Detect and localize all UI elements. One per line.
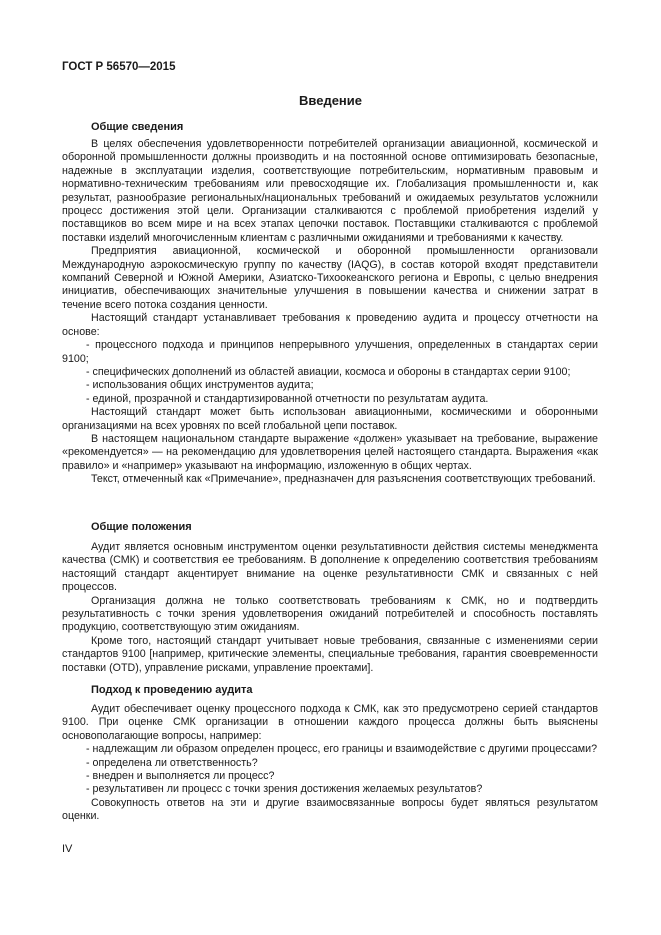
document-code: ГОСТ Р 56570—2015 [62, 61, 176, 73]
section-heading-general-provisions: Общие положения [91, 521, 192, 533]
list-item: - результативен ли процесс с точки зрения достижения желаемых результатов? [86, 783, 483, 796]
paragraph: Аудит обеспечивает оценку процессного подхода к СМК, как это предусмотрено серией стандартов 9100. При оценке СМК организации в отношении каждого процесса должны быть выяснены основополагающие вопросы, например: [62, 703, 598, 742]
paragraph: Организация должна не только соответствовать требованиям к СМК, но и подтвердить результативность с точки зрения удовлетворения ожиданий потребителей и способность поставлять продукцию, соответствующую этим ожиданиям. [62, 594, 598, 634]
paragraph: В целях обеспечения удовлетворенности потребителей организации авиационной, космической и оборонной промышленности должны производить и на постоянной основе оптимизировать безопасные, надежные в эксплуатации изделия, соответствующие потребительским, нормативным правовым и нормативно-техническим требованиям или превосходящие их. Глобализация промышленности и, как результат, разнообразие региональных/национальных требований и ожидаемых результатов усложнили процесс достижения этой цели. Организации сталкиваются с проблемой приобретения изделий у поставщиков во всем мире и на всех этапах цепочки поставок. Поставщики сталкиваются с проблемой поставки изделий многочисленным клиентам с различными ожиданиями и требованиями к качеству. [62, 138, 598, 244]
section-body-audit-approach [62, 703, 598, 824]
list-item: - процессного подхода и принципов непрерывного улучшения, определенных в стандартах серии 9100; [62, 339, 598, 365]
section-body-general-info [62, 138, 598, 487]
section-heading-audit-approach: Подход к проведению аудита [91, 684, 253, 696]
paragraph: Настоящий стандарт может быть использован авиационными, космическими и оборонными организациями на всех уровнях по всей глобальной цепи поставок. [62, 406, 598, 432]
paragraph: Кроме того, настоящий стандарт учитывает новые требования, связанные с изменениями серии стандартов 9100 [например, критические элементы, специальные требования, гарантия своевременности поставки (OTD), управление рисками, управление проектами]. [62, 634, 598, 674]
list-item: - единой, прозрачной и стандартизированной отчетности по результатам аудита. [86, 392, 489, 405]
paragraph: Текст, отмеченный как «Примечание», предназначен для разъяснения соответствующих требований. [91, 473, 596, 486]
paragraph: Предприятия авиационной, космической и оборонной промышленности организовали Международную аэрокосмическую группу по качеству (IAQG), в состав которой входят представители компаний Северной и Южной Америки, Азиатско-Тихоокеанского региона и Европы, с целью внедрения инициатив, обеспечивающих значительные улучшения в повышении качества и снижении затрат в течение всего потока создания ценности. [62, 245, 598, 311]
section-heading-general-info: Общие сведения [91, 121, 184, 133]
paragraph: Настоящий стандарт устанавливает требования к проведению аудита и процессу отчетности на основе: [62, 312, 598, 338]
page-title: Введение [299, 93, 362, 108]
paragraph: Совокупность ответов на эти и другие взаимосвязанные вопросы будет являться результатом оценки. [62, 796, 598, 823]
list-item: - определена ли ответственность? [86, 756, 258, 769]
list-item: - использования общих инструментов аудита; [86, 379, 314, 392]
paragraph: Аудит является основным инструментом оценки результативности действия системы менеджмента качества (СМК) и соответствия ее требованиям. В дополнение к определению соответствия требованиям настоящий стандарт акцентирует внимание на оценке результативности СМК и связанных с ней процессов. [62, 541, 598, 594]
paragraph: В настоящем национальном стандарте выражение «должен» указывает на требование, выражение «рекомендуется» — на рекомендацию для удовлетворения целей настоящего стандарта. Выражения «как правило» и «например» указывают на информацию, изложенную в общих чертах. [62, 432, 598, 472]
list-item: - специфических дополнений из областей авиации, космоса и обороны в стандартах серии 9100; [86, 365, 571, 378]
list-item: - внедрен и выполняется ли процесс? [86, 770, 275, 783]
list-item: - надлежащим ли образом определен процесс, его границы и взаимодействие с другими процессами? [86, 743, 598, 756]
section-body-general-provisions [62, 541, 598, 675]
page-number: IV [62, 843, 73, 855]
